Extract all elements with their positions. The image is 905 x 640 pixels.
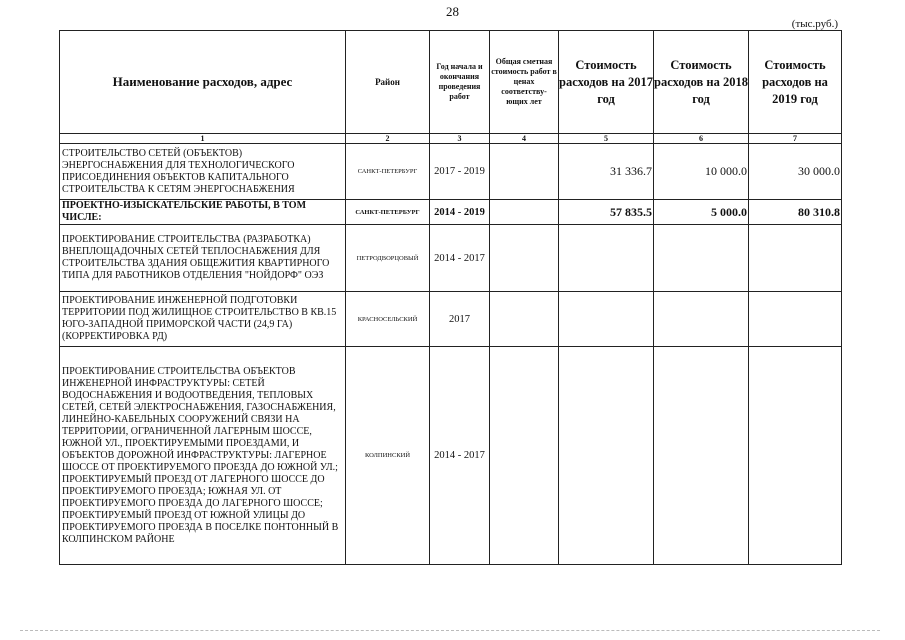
row-cost-2018: 10 000.0 [654, 144, 749, 200]
column-number: 1 [60, 134, 346, 144]
header-cost-2017: Стоимость расходов на 2017 год [559, 31, 654, 134]
row-total-cost [490, 347, 559, 565]
header-period: Год начала и окончания проведения работ [430, 31, 490, 134]
row-name: ПРОЕКТИРОВАНИЕ СТРОИТЕЛЬСТВА ОБЪЕКТОВ ИНЖЕНЕРНОЙ ИНФРАСТРУКТУРЫ: СЕТЕЙ ВОДОСНАБЖЕНИЯ И ВОДООТВЕДЕНИЯ, ТЕПЛОВЫХ СЕТЕЙ, СЕТЕЙ ЭЛЕКТРОСНАБЖЕНИЯ, ГАЗОСНАБЖЕНИЯ, ЛИНЕЙНО-КАБЕЛЬНЫХ СООРУЖЕНИЙ СВЯЗИ НА ТЕРРИТОРИИ, ОГРАНИЧЕННОЙ ЛАГЕРНЫМ ШОССЕ, ЮЖНОЙ УЛ., ПРОЕКТИРУЕМЫМИ ПРОЕЗДАМИ, И ОБЪЕКТОВ ДОРОЖНОЙ ИНФРАСТРУКТУРЫ: ЛАГЕРНОЕ ШОССЕ ОТ ПРОЕКТИРУЕМОГО ПРОЕЗДА ДО ЮЖНОЙ УЛ.; ПРОЕКТИРУЕМЫЙ ПРОЕЗД ОТ ЛАГЕРНОГО ШОССЕ ДО ПРОЕКТИРУЕМОГО ПРОЕЗДА; ЮЖНАЯ УЛ. ОТ ПРОЕКТИРУЕМОГО ПРОЕЗДА ДО ЛАГЕРНОГО ШОССЕ; ПРОЕКТИРУЕМЫЙ ПРОЕЗД ОТ ЮЖНОЙ УЛИЦЫ ДО ПРОЕКТИРУЕМОГО ПРОЕЗДА В ПОСЕЛКЕ ПОНТОННЫЙ В КОЛПИНСКОМ РАЙОНЕ [60, 347, 346, 565]
table-row [60, 225, 842, 292]
row-cost-2018 [654, 292, 749, 347]
row-cost-2018 [654, 347, 749, 565]
row-period: 2014 - 2019 [430, 200, 490, 225]
row-name: ПРОЕКТИРОВАНИЕ ИНЖЕНЕРНОЙ ПОДГОТОВКИ ТЕРРИТОРИИ ПОД ЖИЛИЩНОЕ СТРОИТЕЛЬСТВО В КВ.15 ЮГО-ЗАПАДНОЙ ПРИМОРСКОЙ ЧАСТИ (24,9 ГА) (КОРРЕКТИРОВКА РД) [60, 292, 346, 347]
row-total-cost [490, 292, 559, 347]
row-cost-2019 [749, 292, 842, 347]
row-period: 2017 [430, 292, 490, 347]
row-period: 2014 - 2017 [430, 347, 490, 565]
table-row [60, 292, 842, 347]
row-period: 2014 - 2017 [430, 225, 490, 292]
row-cost-2017: 57 835.5 [559, 200, 654, 225]
row-name: ПРОЕКТНО-ИЗЫСКАТЕЛЬСКИЕ РАБОТЫ, В ТОМ ЧИСЛЕ: [60, 200, 346, 225]
table-row [60, 144, 842, 200]
header-cost-2019: Стоимость расходов на 2019 год [749, 31, 842, 134]
row-period: 2017 - 2019 [430, 144, 490, 200]
column-number: 2 [346, 134, 430, 144]
expenses-table [59, 30, 842, 565]
page-number: 28 [446, 4, 459, 19]
table-row [60, 347, 842, 565]
row-district: КРАСНОСЕЛЬСКИЙ [346, 292, 430, 347]
row-district: ПЕТРОДВОРЦОВЫЙ [346, 225, 430, 292]
column-number: 3 [430, 134, 490, 144]
column-number: 6 [654, 134, 749, 144]
row-total-cost [490, 225, 559, 292]
scan-artifact-line [20, 630, 880, 632]
header-name: Наименование расходов, адрес [60, 31, 346, 134]
row-district: САНКТ-ПЕТЕРБУРГ [346, 200, 430, 225]
units-label: (тыс.руб.) [791, 18, 838, 30]
row-cost-2019: 30 000.0 [749, 144, 842, 200]
column-number-row [60, 134, 842, 144]
row-total-cost [490, 200, 559, 225]
column-number: 5 [559, 134, 654, 144]
row-cost-2018: 5 000.0 [654, 200, 749, 225]
header-row [60, 31, 842, 134]
header-total-cost: Общая сметная стоимость работ в ценах соответству-ющих лет [490, 31, 559, 134]
row-cost-2017 [559, 225, 654, 292]
row-name: СТРОИТЕЛЬСТВО СЕТЕЙ (ОБЪЕКТОВ) ЭНЕРГОСНАБЖЕНИЯ ДЛЯ ТЕХНОЛОГИЧЕСКОГО ПРИСОЕДИНЕНИЯ ОБЪЕКТОВ КАПИТАЛЬНОГО СТРОИТЕЛЬСТВА К СЕТЯМ ЭНЕРГОСНАБЖЕНИЯ [60, 144, 346, 200]
row-cost-2019: 80 310.8 [749, 200, 842, 225]
row-cost-2018 [654, 225, 749, 292]
header-cost-2018: Стоимость расходов на 2018 год [654, 31, 749, 134]
row-total-cost [490, 144, 559, 200]
header-district: Район [346, 31, 430, 134]
row-cost-2019 [749, 225, 842, 292]
row-name: ПРОЕКТИРОВАНИЕ СТРОИТЕЛЬСТВА (РАЗРАБОТКА) ВНЕПЛОЩАДОЧНЫХ СЕТЕЙ ТЕПЛОСНАБЖЕНИЯ ДЛЯ СТРОИТЕЛЬСТВА ЗДАНИЯ ОБЩЕЖИТИЯ КВАРТИРНОГО ТИПА ДЛЯ РАБОТНИКОВ ОТДЕЛЕНИЯ "НОЙДОРФ" ОЭЗ [60, 225, 346, 292]
row-cost-2017 [559, 292, 654, 347]
row-cost-2017 [559, 347, 654, 565]
row-cost-2019 [749, 347, 842, 565]
column-number: 4 [490, 134, 559, 144]
row-district: САНКТ-ПЕТЕРБУРГ [346, 144, 430, 200]
table-row [60, 200, 842, 225]
row-district: КОЛПИНСКИЙ [346, 347, 430, 565]
expenses-table-wrap [59, 30, 842, 565]
column-number: 7 [749, 134, 842, 144]
row-cost-2017: 31 336.7 [559, 144, 654, 200]
